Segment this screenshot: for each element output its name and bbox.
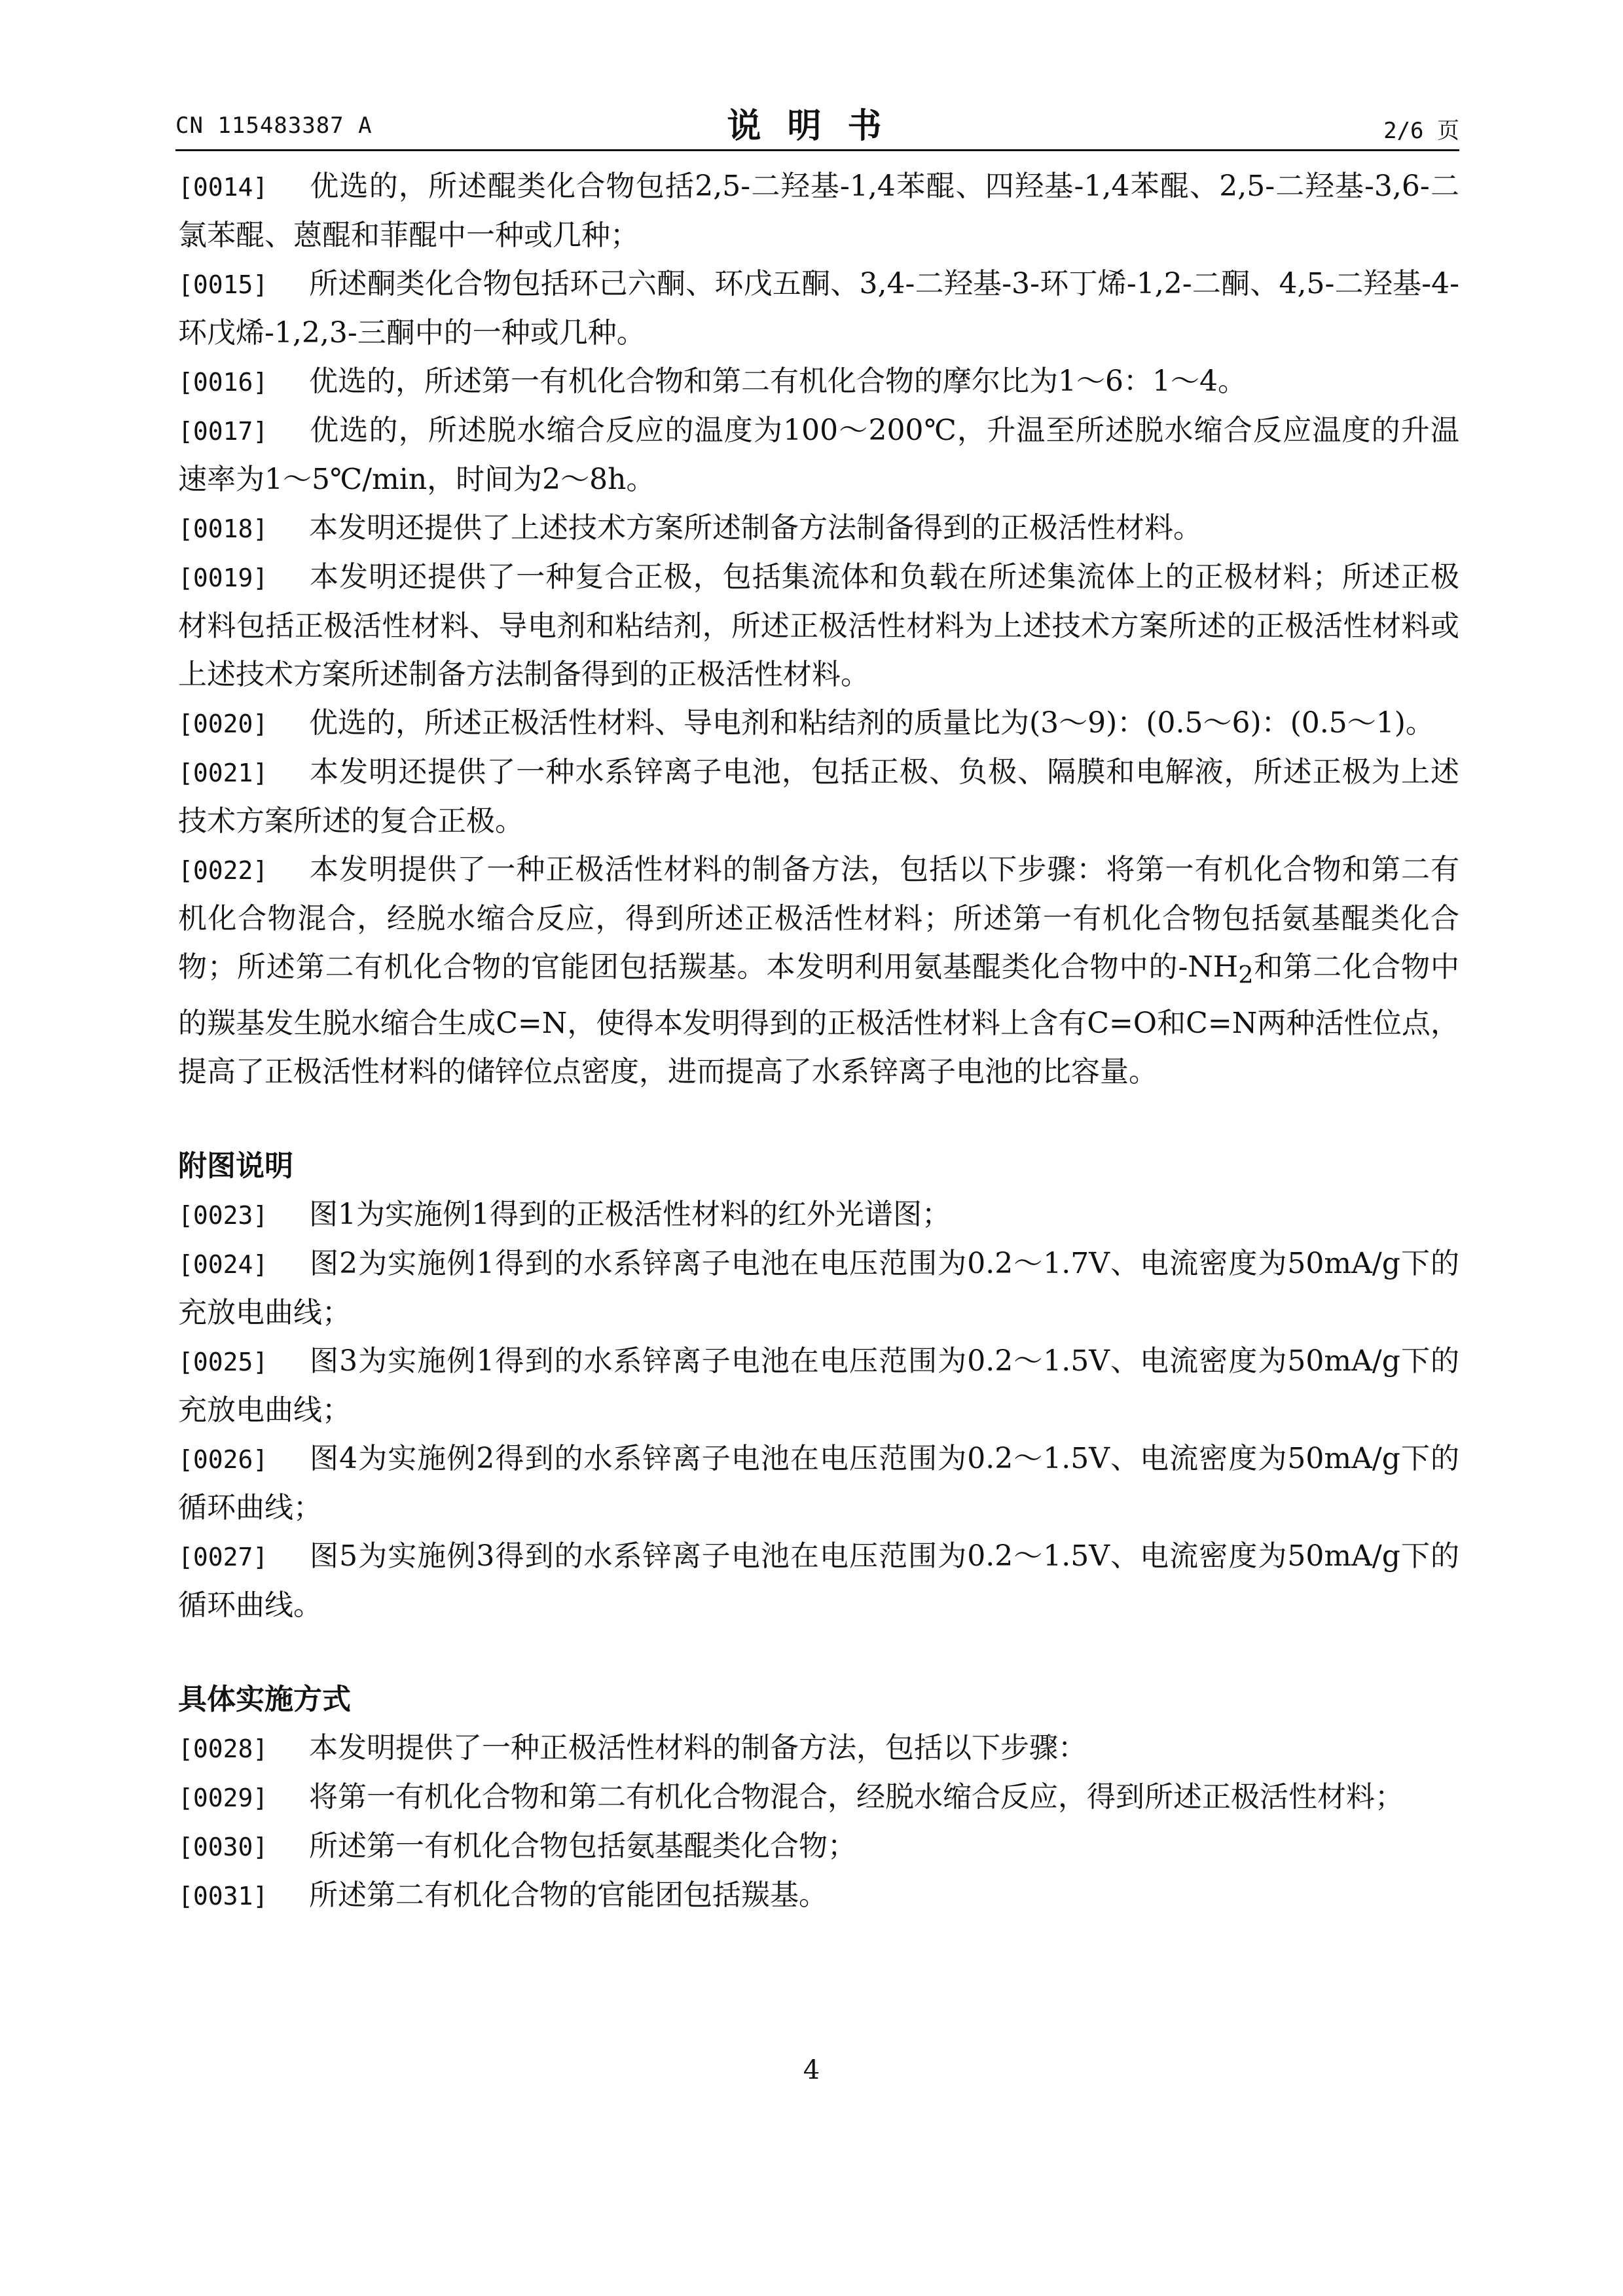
- header-rule: [175, 149, 1459, 151]
- paragraph: [178, 1871, 1459, 1920]
- paragraph-number: [0019]: [178, 564, 268, 592]
- document-title: 说明书: [727, 107, 908, 146]
- paragraph: [178, 1435, 1459, 1532]
- paragraph-number: [0018]: [178, 514, 268, 543]
- paragraph: [178, 1724, 1459, 1773]
- paragraph-number: [0022]: [178, 856, 268, 885]
- paragraph-text: 图4为实施例2得到的水系锌离子电池在电压范围为0.2～1.5V、电流密度为50mA/g下的循环曲线；: [178, 1441, 1459, 1524]
- page-indicator: 2/6 页: [1383, 118, 1459, 144]
- paragraph: [178, 357, 1459, 406]
- section-heading-embodiments: 具体实施方式: [178, 1682, 351, 1716]
- paragraph-number: [0024]: [178, 1249, 268, 1279]
- paragraph-text: 图3为实施例1得到的水系锌离子电池在电压范围为0.2～1.5V、电流密度为50mA/g下的充放电曲线；: [178, 1344, 1459, 1427]
- subscript: 2: [1238, 960, 1254, 989]
- paragraph-text: 图2为实施例1得到的水系锌离子电池在电压范围为0.2～1.7V、电流密度为50mA/g下的充放电曲线；: [178, 1246, 1459, 1329]
- paragraph-number: [0029]: [178, 1783, 268, 1812]
- paragraph: [178, 1532, 1459, 1630]
- paragraph-text: 所述酮类化合物包括环己六酮、环戊五酮、3,4-二羟基-3-环丁烯-1,2-二酮、4,5-二羟基-4-环戊烯-1,2,3-三酮中的一种或几种。: [178, 267, 1459, 350]
- paragraph-text: 图1为实施例1得到的正极活性材料的红外光谱图；: [309, 1197, 951, 1231]
- paragraph: [178, 1240, 1459, 1337]
- paragraph: [178, 504, 1459, 553]
- paragraph: [178, 748, 1459, 846]
- paragraph-number: [0020]: [178, 709, 268, 738]
- paragraph-text: 所述第二有机化合物的官能团包括羰基。: [309, 1878, 828, 1912]
- page-number: 4: [803, 2055, 820, 2085]
- paragraph: [178, 1773, 1459, 1822]
- paragraph-number: [0014]: [178, 173, 268, 202]
- paragraph-number: [0016]: [178, 368, 268, 397]
- paragraph-text: 优选的，所述脱水缩合反应的温度为100～200℃，升温至所述脱水缩合反应温度的升温速率为1～5℃/min，时间为2～8h。: [178, 414, 1459, 496]
- paragraph: [178, 846, 1459, 1096]
- paragraph: [178, 699, 1459, 748]
- paragraph: [178, 553, 1459, 699]
- paragraph: [178, 1337, 1459, 1435]
- paragraph-text: 本发明提供了一种正极活性材料的制备方法，包括以下步骤：: [309, 1731, 1087, 1765]
- paragraph: [178, 162, 1459, 260]
- paragraph-text-continued: 和第二化合物中的羰基发生脱水缩合生成C=N，使得本发明得到的正极活性材料上含有C=O和C=N两种活性位点，提高了正极活性材料的储锌位点密度，进而提高了水系锌离子电池的比容量。: [178, 950, 1459, 1088]
- paragraph-text: 优选的，所述第一有机化合物和第二有机化合物的摩尔比为1～6：1～4。: [309, 365, 1247, 398]
- paragraph-text: 优选的，所述醌类化合物包括2,5-二羟基-1,4苯醌、四羟基-1,4苯醌、2,5-二羟基-3,6-二氯苯醌、蒽醌和菲醌中一种或几种；: [178, 170, 1459, 252]
- paragraph-number: [0030]: [178, 1832, 268, 1861]
- paragraph-text: 本发明提供了一种正极活性材料的制备方法，包括以下步骤：将第一有机化合物和第二有机化合物混合，经脱水缩合反应，得到所述正极活性材料；所述第一有机化合物包括氨基醌类化合物；所述第二有机化合物的官能团包括羰基。本发明利用氨基醌类化合物中的-NH: [178, 853, 1459, 984]
- paragraph: [178, 260, 1459, 357]
- paragraph: [178, 1191, 1459, 1240]
- paragraph-text: 将第一有机化合物和第二有机化合物混合，经脱水缩合反应，得到所述正极活性材料；: [309, 1780, 1404, 1814]
- page-header: [175, 98, 1459, 144]
- document-body: [178, 162, 1459, 1920]
- document-number: CN 115483387 A: [175, 113, 373, 139]
- paragraph-number: [0026]: [178, 1444, 268, 1474]
- paragraph-text: 图5为实施例3得到的水系锌离子电池在电压范围为0.2～1.5V、电流密度为50mA/g下的循环曲线。: [178, 1539, 1459, 1622]
- paragraph-number: [0017]: [178, 417, 268, 446]
- paragraph-number: [0025]: [178, 1347, 268, 1376]
- paragraph: [178, 406, 1459, 504]
- paragraph-text: 所述第一有机化合物包括氨基醌类化合物；: [309, 1829, 856, 1863]
- paragraph-number: [0028]: [178, 1734, 268, 1763]
- paragraph-number: [0021]: [178, 759, 268, 787]
- paragraph-text: 本发明还提供了上述技术方案所述制备方法制备得到的正极活性材料。: [309, 511, 1202, 545]
- paragraph-text: 本发明还提供了一种复合正极，包括集流体和负载在所述集流体上的正极材料；所述正极材料包括正极活性材料、导电剂和粘结剂，所述正极活性材料为上述技术方案所述的正极活性材料或上述技术方案所述制备方法制备得到的正极活性材料。: [178, 560, 1459, 691]
- paragraph: [178, 1822, 1459, 1871]
- paragraph-number: [0023]: [178, 1200, 268, 1230]
- section-heading-figures: 附图说明: [178, 1149, 293, 1183]
- paragraph-number: [0015]: [178, 270, 268, 299]
- paragraph-number: [0031]: [178, 1881, 268, 1910]
- paragraph-text: 优选的，所述正极活性材料、导电剂和粘结剂的质量比为(3～9)：(0.5～6)：(0.5～1)。: [309, 706, 1434, 740]
- paragraph-number: [0027]: [178, 1542, 268, 1571]
- paragraph-text: 本发明还提供了一种水系锌离子电池，包括正极、负极、隔膜和电解液，所述正极为上述技术方案所述的复合正极。: [178, 755, 1459, 838]
